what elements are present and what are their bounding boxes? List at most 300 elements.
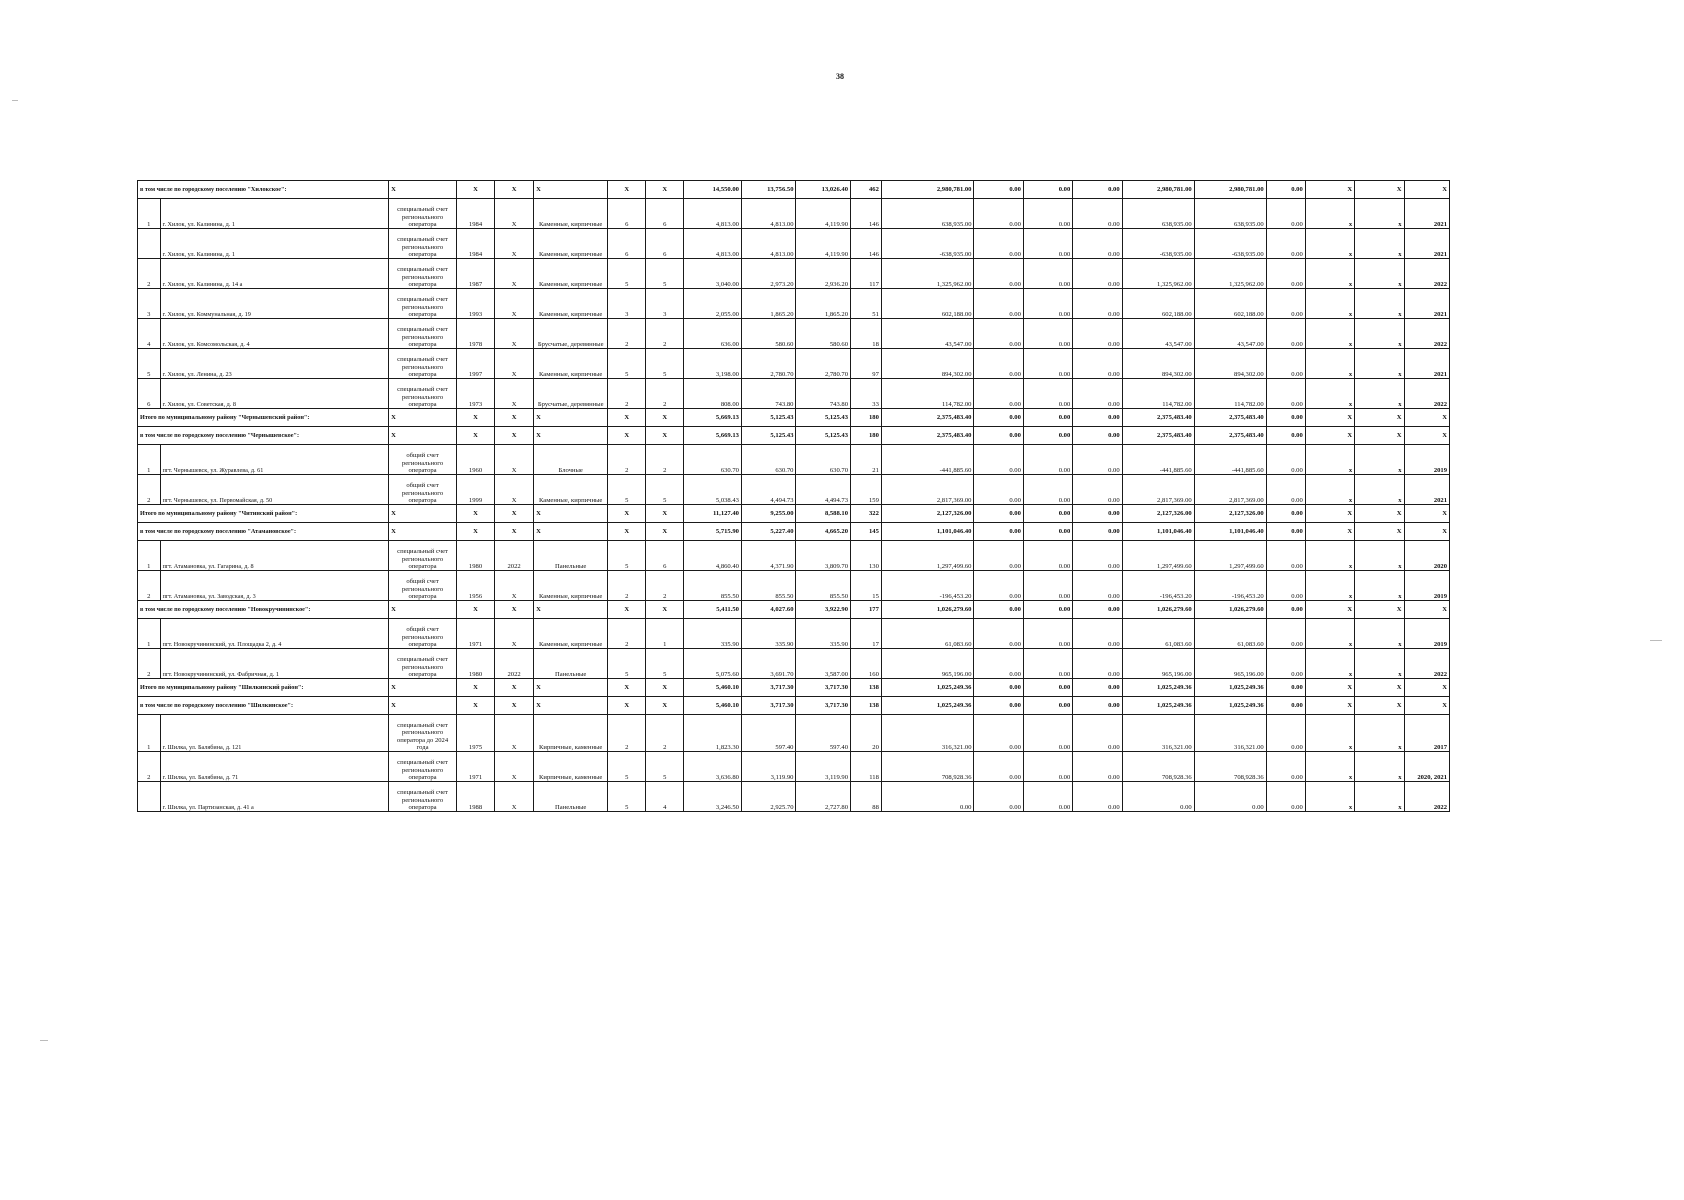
regional-funds-cell: 0.00	[1023, 679, 1072, 697]
owners-funds-cell: 1,101,046.40	[1122, 523, 1194, 541]
mark-cell: x	[1305, 475, 1354, 505]
federal-funds-cell: 0.00	[974, 445, 1023, 475]
row-number-cell: 1	[138, 199, 161, 229]
wall-material-cell: Блочные	[534, 445, 608, 475]
residents-count-cell: 159	[851, 475, 882, 505]
entrances-cell: X	[646, 409, 684, 427]
owners-area-cell: 3,119.90	[796, 752, 851, 782]
row-number-cell: 5	[138, 349, 161, 379]
owners-funds-cell: 2,375,483.40	[1122, 427, 1194, 445]
owners-funds-cell: 2,375,483.40	[1122, 409, 1194, 427]
owners-funds-cell: 1,325,962.00	[1122, 259, 1194, 289]
owners-funds-cell: 2,127,326.00	[1122, 505, 1194, 523]
entrances-cell: 3	[646, 289, 684, 319]
build-year-cell: 1980	[456, 649, 494, 679]
renovation-year-cell: X	[495, 752, 534, 782]
residential-area-cell: 2,925.70	[741, 782, 796, 812]
account-type-cell: специальный счет регионального оператора	[389, 229, 457, 259]
wall-material-cell: Кирпичные, каменные	[534, 715, 608, 752]
table-row	[138, 752, 1450, 782]
total-area-cell: 3,636.80	[684, 752, 742, 782]
planned-year-cell: X	[1404, 409, 1449, 427]
federal-funds-cell: 0.00	[974, 427, 1023, 445]
owners-funds-total-cell: 1,025,249.36	[1194, 679, 1266, 697]
municipal-funds-cell: 0.00	[1073, 199, 1122, 229]
planned-year-cell: 2020	[1404, 541, 1449, 571]
mark-cell: x	[1305, 349, 1354, 379]
total-area-cell: 5,038.43	[684, 475, 742, 505]
repair-cost-cell: 1,101,046.40	[881, 523, 974, 541]
other-funds-cell: 0.00	[1266, 601, 1305, 619]
mark-cell: x	[1305, 782, 1354, 812]
subtotal-row	[138, 505, 1450, 523]
federal-funds-cell: 0.00	[974, 199, 1023, 229]
total-area-cell: 4,860.40	[684, 541, 742, 571]
residents-count-cell: 20	[851, 715, 882, 752]
subtotal-row	[138, 601, 1450, 619]
other-funds-cell: 0.00	[1266, 181, 1305, 199]
capital-repair-register-table	[137, 180, 1450, 812]
planned-year-cell: 2022	[1404, 649, 1449, 679]
other-funds-cell: 0.00	[1266, 523, 1305, 541]
total-area-cell: 5,669.13	[684, 409, 742, 427]
mark-cell: x	[1355, 541, 1404, 571]
owners-funds-total-cell: 894,302.00	[1194, 349, 1266, 379]
wall-material-cell: Каменные, кирпичные	[534, 229, 608, 259]
owners-funds-cell: 602,188.00	[1122, 289, 1194, 319]
address-cell: пгт. Новокручининский, ул. Площадка 2, д. 4	[160, 619, 388, 649]
municipal-funds-cell: 0.00	[1073, 349, 1122, 379]
owners-funds-total-cell: 638,935.00	[1194, 199, 1266, 229]
row-number-cell	[138, 782, 161, 812]
regional-funds-cell: 0.00	[1023, 199, 1072, 229]
wall-material-cell: X	[534, 601, 608, 619]
owners-funds-total-cell: 2,127,326.00	[1194, 505, 1266, 523]
planned-year-cell: 2022	[1404, 782, 1449, 812]
floors-cell: 5	[608, 752, 646, 782]
entrances-cell: 6	[646, 541, 684, 571]
municipal-funds-cell: 0.00	[1073, 409, 1122, 427]
municipal-funds-cell: 0.00	[1073, 427, 1122, 445]
mark-cell: x	[1355, 649, 1404, 679]
account-type-cell: специальный счет регионального оператора	[389, 259, 457, 289]
regional-funds-cell: 0.00	[1023, 541, 1072, 571]
scan-speck	[40, 1040, 48, 1041]
total-area-cell: 4,813.00	[684, 199, 742, 229]
address-cell: пгт. Атамановка, ул. Заводская, д. 3	[160, 571, 388, 601]
regional-funds-cell: 0.00	[1023, 289, 1072, 319]
row-number-cell: 1	[138, 541, 161, 571]
municipal-funds-cell: 0.00	[1073, 571, 1122, 601]
residents-count-cell: 138	[851, 697, 882, 715]
floors-cell: 5	[608, 349, 646, 379]
account-type-cell: X	[389, 697, 457, 715]
owners-funds-total-cell: 1,026,279.60	[1194, 601, 1266, 619]
residents-count-cell: 180	[851, 427, 882, 445]
wall-material-cell: Каменные, кирпичные	[534, 475, 608, 505]
mark-cell: x	[1355, 199, 1404, 229]
table-row	[138, 475, 1450, 505]
renovation-year-cell: X	[495, 697, 534, 715]
total-area-cell: 5,669.13	[684, 427, 742, 445]
subtotal-label: Итого по муниципальному району "Шилкинский район":	[138, 679, 389, 697]
row-number-cell	[138, 229, 161, 259]
mark-cell: x	[1305, 289, 1354, 319]
planned-year-cell: 2022	[1404, 379, 1449, 409]
total-area-cell: 636.00	[684, 319, 742, 349]
federal-funds-cell: 0.00	[974, 752, 1023, 782]
federal-funds-cell: 0.00	[974, 319, 1023, 349]
other-funds-cell: 0.00	[1266, 259, 1305, 289]
other-funds-cell: 0.00	[1266, 319, 1305, 349]
regional-funds-cell: 0.00	[1023, 379, 1072, 409]
build-year-cell: 1997	[456, 349, 494, 379]
federal-funds-cell: 0.00	[974, 715, 1023, 752]
other-funds-cell: 0.00	[1266, 349, 1305, 379]
wall-material-cell: X	[534, 697, 608, 715]
planned-year-cell: X	[1404, 427, 1449, 445]
mark-cell: x	[1305, 619, 1354, 649]
row-number-cell: 4	[138, 319, 161, 349]
owners-funds-cell: 965,196.00	[1122, 649, 1194, 679]
other-funds-cell: 0.00	[1266, 475, 1305, 505]
owners-funds-cell: -196,453.20	[1122, 571, 1194, 601]
mark-cell: X	[1305, 679, 1354, 697]
total-area-cell: 1,823.30	[684, 715, 742, 752]
subtotal-label: в том числе по городскому поселению "Хилокское":	[138, 181, 389, 199]
owners-funds-total-cell: 2,817,369.00	[1194, 475, 1266, 505]
regional-funds-cell: 0.00	[1023, 475, 1072, 505]
address-cell: пгт. Чернышевск, ул. Первомайская, д. 50	[160, 475, 388, 505]
address-cell: г. Хилок, ул. Коммунальная, д. 19	[160, 289, 388, 319]
account-type-cell: специальный счет регионального оператора	[389, 289, 457, 319]
planned-year-cell: 2021	[1404, 229, 1449, 259]
repair-cost-cell: 894,302.00	[881, 349, 974, 379]
municipal-funds-cell: 0.00	[1073, 289, 1122, 319]
residents-count-cell: 51	[851, 289, 882, 319]
federal-funds-cell: 0.00	[974, 475, 1023, 505]
residential-area-cell: 2,973.20	[741, 259, 796, 289]
wall-material-cell: X	[534, 181, 608, 199]
municipal-funds-cell: 0.00	[1073, 181, 1122, 199]
wall-material-cell: Панельные	[534, 649, 608, 679]
planned-year-cell: 2022	[1404, 259, 1449, 289]
entrances-cell: X	[646, 523, 684, 541]
owners-area-cell: 743.80	[796, 379, 851, 409]
repair-cost-cell: 1,026,279.60	[881, 601, 974, 619]
account-type-cell: специальный счет регионального оператора	[389, 541, 457, 571]
table-row	[138, 259, 1450, 289]
owners-area-cell: 2,936.20	[796, 259, 851, 289]
table-row	[138, 782, 1450, 812]
account-type-cell: X	[389, 601, 457, 619]
owners-area-cell: 3,809.70	[796, 541, 851, 571]
planned-year-cell: X	[1404, 679, 1449, 697]
account-type-cell: общий счет регионального оператора	[389, 571, 457, 601]
floors-cell: 5	[608, 541, 646, 571]
repair-cost-cell: 316,321.00	[881, 715, 974, 752]
scan-speck	[1650, 640, 1662, 641]
account-type-cell: общий счет регионального оператора	[389, 445, 457, 475]
table-row	[138, 571, 1450, 601]
mark-cell: x	[1305, 752, 1354, 782]
residents-count-cell: 130	[851, 541, 882, 571]
table-row	[138, 541, 1450, 571]
other-funds-cell: 0.00	[1266, 445, 1305, 475]
floors-cell: 5	[608, 649, 646, 679]
wall-material-cell: Каменные, кирпичные	[534, 199, 608, 229]
planned-year-cell: X	[1404, 697, 1449, 715]
account-type-cell: X	[389, 181, 457, 199]
build-year-cell: 1987	[456, 259, 494, 289]
residents-count-cell: 117	[851, 259, 882, 289]
row-number-cell: 2	[138, 259, 161, 289]
owners-funds-cell: 1,026,279.60	[1122, 601, 1194, 619]
address-cell: г. Шилка, ул. Балябина, д. 121	[160, 715, 388, 752]
owners-area-cell: 3,717.30	[796, 697, 851, 715]
residential-area-cell: 4,813.00	[741, 199, 796, 229]
wall-material-cell: X	[534, 409, 608, 427]
regional-funds-cell: 0.00	[1023, 782, 1072, 812]
entrances-cell: 6	[646, 199, 684, 229]
other-funds-cell: 0.00	[1266, 409, 1305, 427]
residential-area-cell: 597.40	[741, 715, 796, 752]
mark-cell: X	[1305, 505, 1354, 523]
regional-funds-cell: 0.00	[1023, 649, 1072, 679]
account-type-cell: общий счет регионального оператора	[389, 619, 457, 649]
owners-area-cell: 4,665.20	[796, 523, 851, 541]
mark-cell: x	[1355, 715, 1404, 752]
residents-count-cell: 21	[851, 445, 882, 475]
mark-cell: x	[1305, 649, 1354, 679]
floors-cell: X	[608, 523, 646, 541]
renovation-year-cell: X	[495, 181, 534, 199]
floors-cell: 3	[608, 289, 646, 319]
repair-cost-cell: 708,928.36	[881, 752, 974, 782]
row-number-cell: 1	[138, 619, 161, 649]
row-number-cell: 2	[138, 752, 161, 782]
municipal-funds-cell: 0.00	[1073, 505, 1122, 523]
owners-area-cell: 5,125.43	[796, 427, 851, 445]
entrances-cell: X	[646, 679, 684, 697]
owners-area-cell: 2,780.70	[796, 349, 851, 379]
floors-cell: 2	[608, 319, 646, 349]
municipal-funds-cell: 0.00	[1073, 523, 1122, 541]
renovation-year-cell: X	[495, 199, 534, 229]
repair-cost-cell: 1,325,962.00	[881, 259, 974, 289]
total-area-cell: 335.90	[684, 619, 742, 649]
residential-area-cell: 5,125.43	[741, 427, 796, 445]
owners-funds-total-cell: 602,188.00	[1194, 289, 1266, 319]
mark-cell: X	[1305, 409, 1354, 427]
entrances-cell: 5	[646, 349, 684, 379]
subtotal-label: Итого по муниципальному району "Чернышевский район":	[138, 409, 389, 427]
floors-cell: 2	[608, 619, 646, 649]
mark-cell: x	[1305, 379, 1354, 409]
account-type-cell: X	[389, 679, 457, 697]
row-number-cell: 1	[138, 715, 161, 752]
build-year-cell: X	[456, 601, 494, 619]
federal-funds-cell: 0.00	[974, 649, 1023, 679]
municipal-funds-cell: 0.00	[1073, 445, 1122, 475]
renovation-year-cell: X	[495, 782, 534, 812]
mark-cell: x	[1305, 571, 1354, 601]
residents-count-cell: 146	[851, 199, 882, 229]
total-area-cell: 5,715.90	[684, 523, 742, 541]
owners-funds-cell: 2,980,781.00	[1122, 181, 1194, 199]
municipal-funds-cell: 0.00	[1073, 475, 1122, 505]
address-cell: г. Хилок, ул. Калинина, д. 14 а	[160, 259, 388, 289]
residents-count-cell: 138	[851, 679, 882, 697]
subtotal-row	[138, 523, 1450, 541]
renovation-year-cell: X	[495, 619, 534, 649]
repair-cost-cell: 638,935.00	[881, 199, 974, 229]
planned-year-cell: 2019	[1404, 571, 1449, 601]
owners-funds-total-cell: 2,375,483.40	[1194, 409, 1266, 427]
table-body	[138, 181, 1450, 812]
account-type-cell: специальный счет регионального оператора до 2024 года	[389, 715, 457, 752]
planned-year-cell: 2022	[1404, 319, 1449, 349]
mark-cell: X	[1355, 601, 1404, 619]
renovation-year-cell: X	[495, 289, 534, 319]
total-area-cell: 2,055.00	[684, 289, 742, 319]
total-area-cell: 5,460.10	[684, 679, 742, 697]
planned-year-cell: X	[1404, 523, 1449, 541]
mark-cell: x	[1355, 475, 1404, 505]
account-type-cell: X	[389, 505, 457, 523]
account-type-cell: X	[389, 427, 457, 445]
owners-area-cell: 597.40	[796, 715, 851, 752]
entrances-cell: 1	[646, 619, 684, 649]
owners-funds-total-cell: 114,782.00	[1194, 379, 1266, 409]
table-row	[138, 319, 1450, 349]
owners-area-cell: 3,922.90	[796, 601, 851, 619]
repair-cost-cell: -196,453.20	[881, 571, 974, 601]
federal-funds-cell: 0.00	[974, 505, 1023, 523]
residential-area-cell: 3,119.90	[741, 752, 796, 782]
owners-funds-cell: 2,817,369.00	[1122, 475, 1194, 505]
wall-material-cell: X	[534, 523, 608, 541]
repair-cost-cell: 2,375,483.40	[881, 409, 974, 427]
row-number-cell: 6	[138, 379, 161, 409]
owners-funds-cell: 114,782.00	[1122, 379, 1194, 409]
residential-area-cell: 5,227.40	[741, 523, 796, 541]
residents-count-cell: 17	[851, 619, 882, 649]
federal-funds-cell: 0.00	[974, 601, 1023, 619]
floors-cell: X	[608, 679, 646, 697]
mark-cell: x	[1305, 541, 1354, 571]
residential-area-cell: 3,717.30	[741, 679, 796, 697]
owners-funds-total-cell: 316,321.00	[1194, 715, 1266, 752]
renovation-year-cell: X	[495, 601, 534, 619]
table-row	[138, 715, 1450, 752]
row-number-cell: 2	[138, 649, 161, 679]
other-funds-cell: 0.00	[1266, 649, 1305, 679]
mark-cell: x	[1305, 445, 1354, 475]
residential-area-cell: 4,494.73	[741, 475, 796, 505]
build-year-cell: 1988	[456, 782, 494, 812]
other-funds-cell: 0.00	[1266, 782, 1305, 812]
owners-area-cell: 13,026.40	[796, 181, 851, 199]
address-cell: г. Шилка, ул. Партизанская, д. 41 а	[160, 782, 388, 812]
owners-funds-cell: 894,302.00	[1122, 349, 1194, 379]
total-area-cell: 3,040.00	[684, 259, 742, 289]
federal-funds-cell: 0.00	[974, 379, 1023, 409]
table-row	[138, 649, 1450, 679]
build-year-cell: X	[456, 181, 494, 199]
owners-funds-cell: 1,297,499.60	[1122, 541, 1194, 571]
mark-cell: x	[1355, 445, 1404, 475]
regional-funds-cell: 0.00	[1023, 752, 1072, 782]
mark-cell: X	[1355, 427, 1404, 445]
wall-material-cell: Кирпичные, каменные	[534, 752, 608, 782]
total-area-cell: 4,813.00	[684, 229, 742, 259]
build-year-cell: 1971	[456, 619, 494, 649]
owners-area-cell: 3,587.00	[796, 649, 851, 679]
other-funds-cell: 0.00	[1266, 679, 1305, 697]
residential-area-cell: 4,371.90	[741, 541, 796, 571]
entrances-cell: 2	[646, 571, 684, 601]
build-year-cell: X	[456, 409, 494, 427]
residents-count-cell: 160	[851, 649, 882, 679]
federal-funds-cell: 0.00	[974, 571, 1023, 601]
municipal-funds-cell: 0.00	[1073, 697, 1122, 715]
renovation-year-cell: X	[495, 571, 534, 601]
mark-cell: x	[1305, 199, 1354, 229]
build-year-cell: 1960	[456, 445, 494, 475]
wall-material-cell: Брусчатые, деревянные	[534, 319, 608, 349]
mark-cell: X	[1305, 601, 1354, 619]
other-funds-cell: 0.00	[1266, 229, 1305, 259]
regional-funds-cell: 0.00	[1023, 229, 1072, 259]
repair-cost-cell: 602,188.00	[881, 289, 974, 319]
municipal-funds-cell: 0.00	[1073, 649, 1122, 679]
entrances-cell: 2	[646, 379, 684, 409]
residential-area-cell: 743.80	[741, 379, 796, 409]
page-number: 38	[836, 72, 844, 81]
owners-funds-total-cell: -196,453.20	[1194, 571, 1266, 601]
address-cell: г. Хилок, ул. Калинина, д. 1	[160, 199, 388, 229]
residential-area-cell: 9,255.00	[741, 505, 796, 523]
address-cell: пгт. Чернышевск, ул. Журавлева, д. 61	[160, 445, 388, 475]
owners-funds-total-cell: 1,297,499.60	[1194, 541, 1266, 571]
entrances-cell: 2	[646, 715, 684, 752]
municipal-funds-cell: 0.00	[1073, 679, 1122, 697]
regional-funds-cell: 0.00	[1023, 409, 1072, 427]
entrances-cell: 6	[646, 229, 684, 259]
mark-cell: X	[1305, 697, 1354, 715]
municipal-funds-cell: 0.00	[1073, 619, 1122, 649]
wall-material-cell: X	[534, 427, 608, 445]
other-funds-cell: 0.00	[1266, 199, 1305, 229]
owners-funds-total-cell: 2,980,781.00	[1194, 181, 1266, 199]
build-year-cell: 1956	[456, 571, 494, 601]
account-type-cell: специальный счет регионального оператора	[389, 349, 457, 379]
repair-cost-cell: 0.00	[881, 782, 974, 812]
renovation-year-cell: X	[495, 379, 534, 409]
repair-cost-cell: 2,375,483.40	[881, 427, 974, 445]
federal-funds-cell: 0.00	[974, 229, 1023, 259]
residents-count-cell: 18	[851, 319, 882, 349]
address-cell: г. Хилок, ул. Ленина, д. 23	[160, 349, 388, 379]
floors-cell: 6	[608, 229, 646, 259]
address-cell: г. Хилок, ул. Советская, д. 8	[160, 379, 388, 409]
federal-funds-cell: 0.00	[974, 619, 1023, 649]
build-year-cell: 1975	[456, 715, 494, 752]
table-row	[138, 289, 1450, 319]
municipal-funds-cell: 0.00	[1073, 782, 1122, 812]
build-year-cell: X	[456, 697, 494, 715]
